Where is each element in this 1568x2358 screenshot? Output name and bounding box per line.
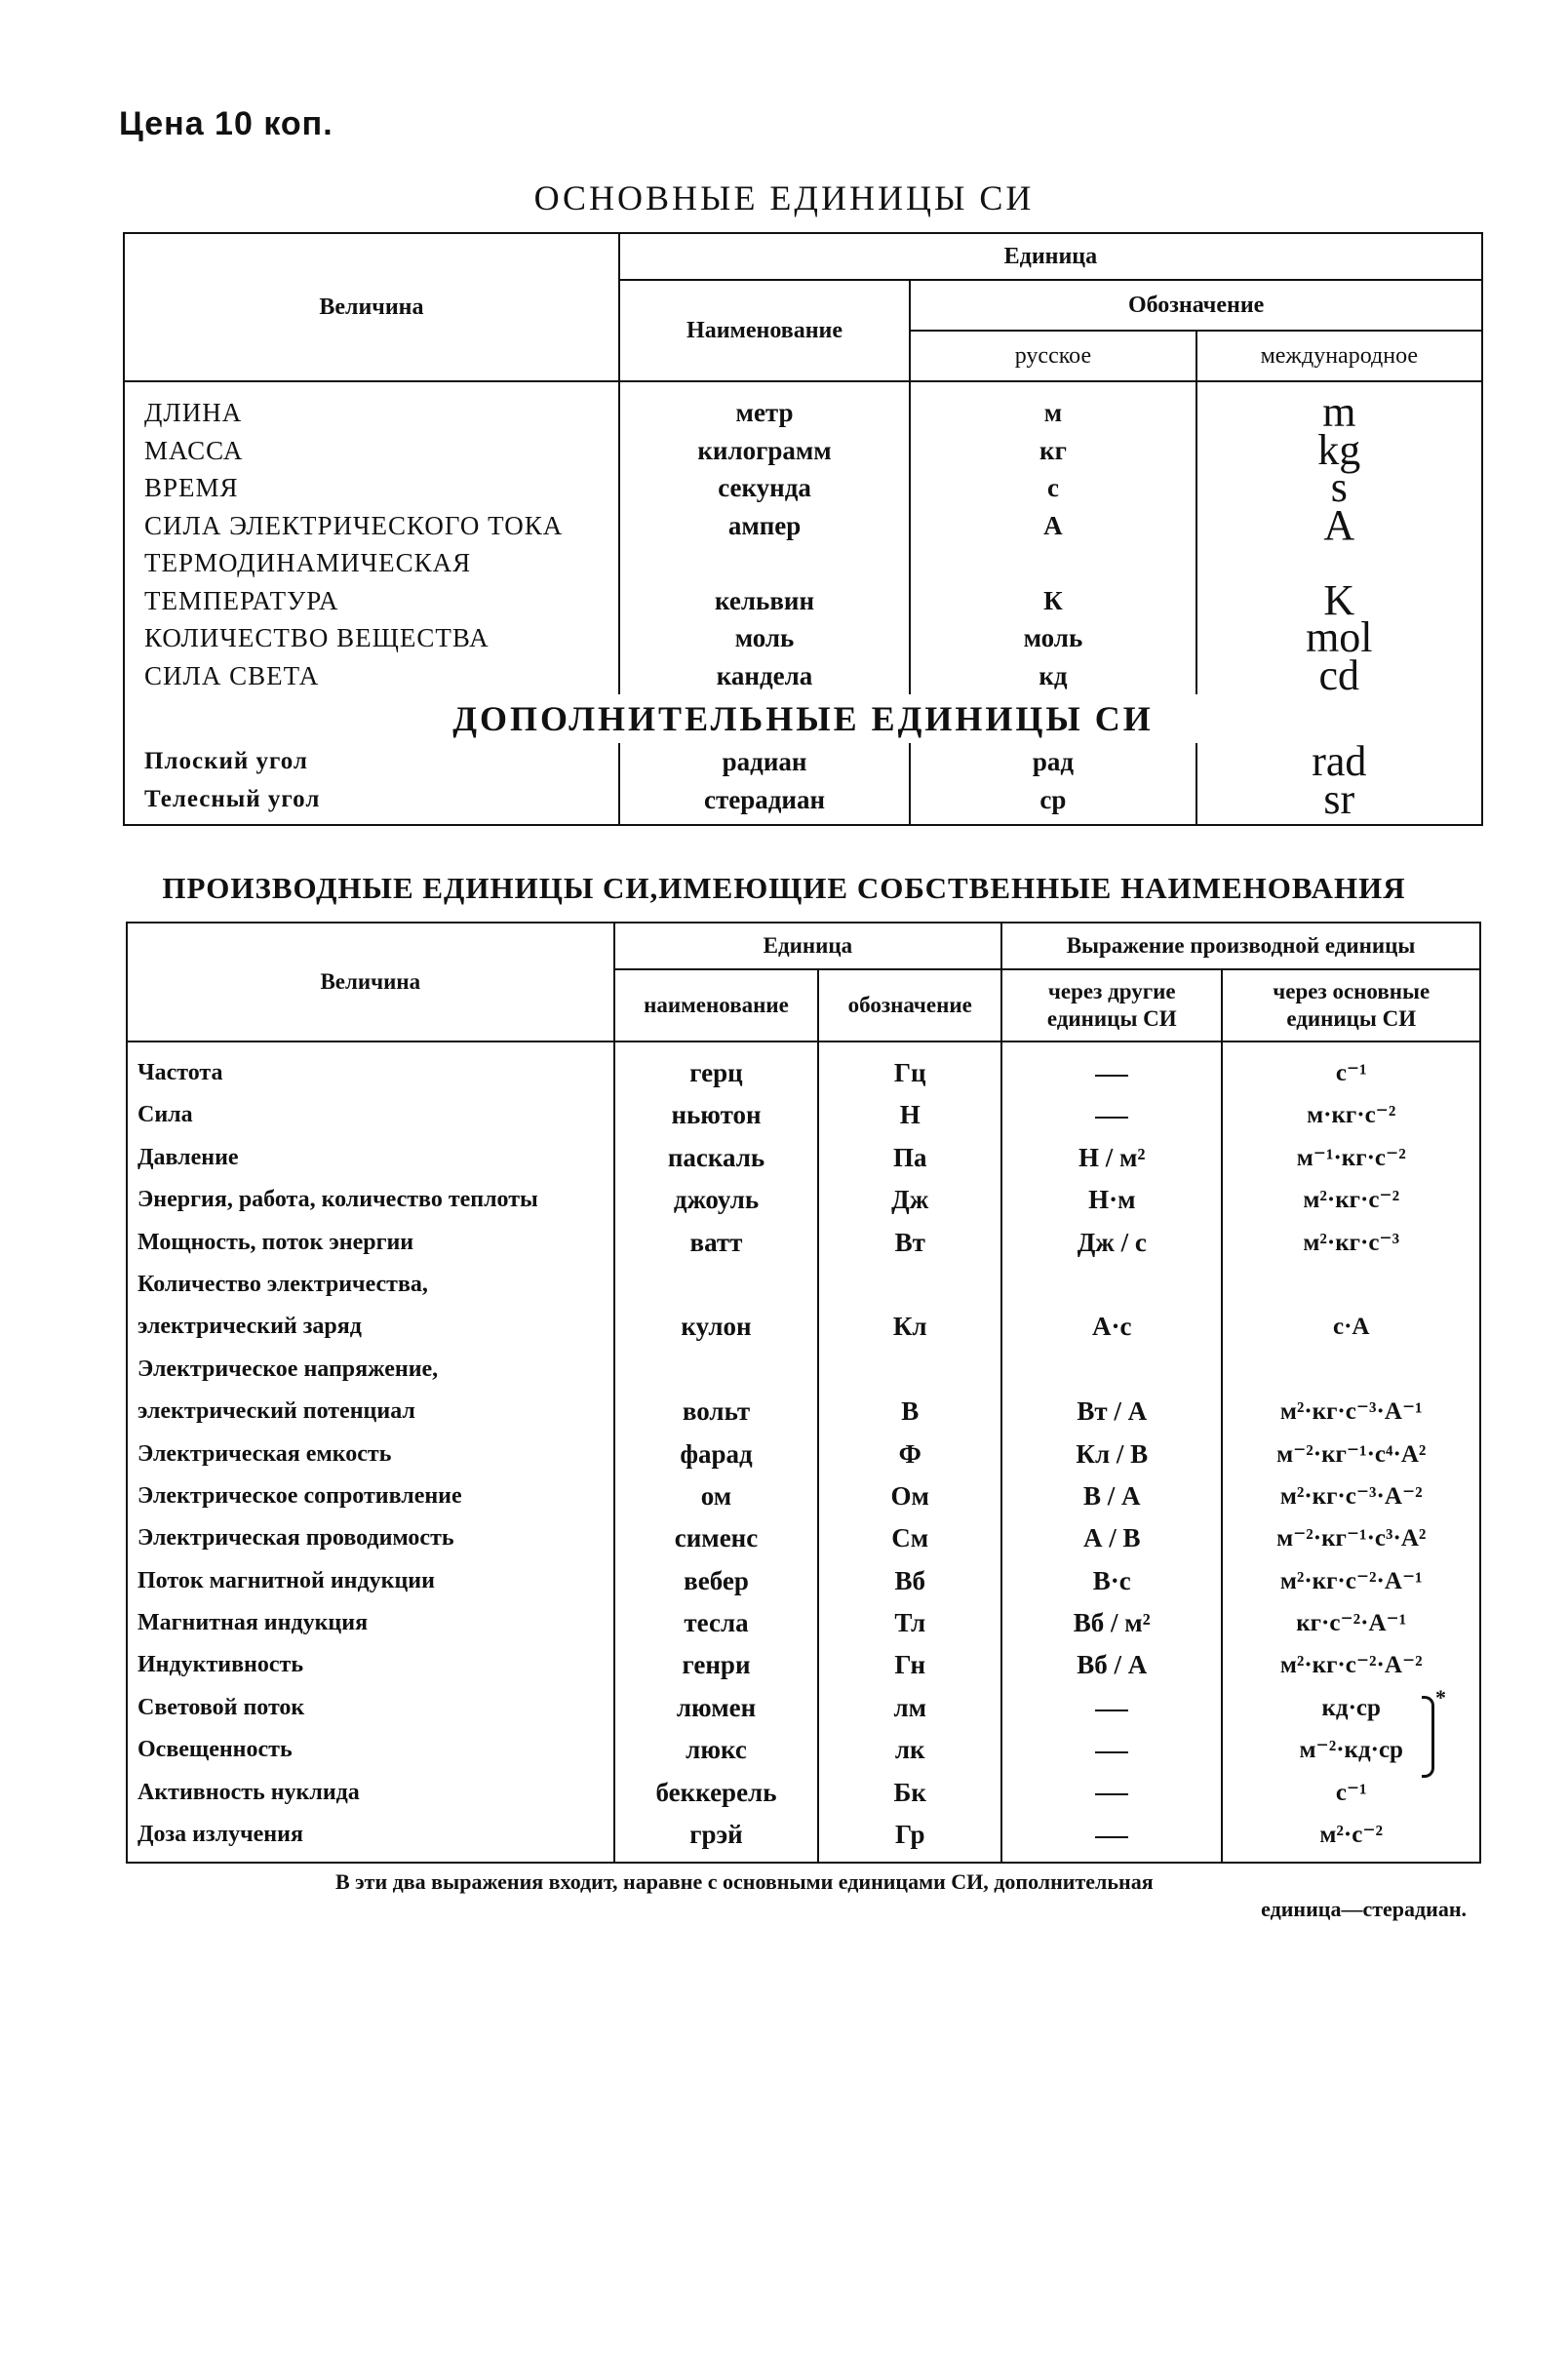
base-international-cell: A [1323,500,1355,549]
derived-basic-cell: м²·кг·с⁻³·А⁻² [1279,1482,1423,1510]
base-quantity-cell: ТЕМПЕРАТУРА [144,585,339,615]
header-quantity: Величина [124,233,619,381]
derived-other-cell: А / В [1083,1523,1141,1553]
derived-quantity-cell: Доза излучения [137,1822,303,1848]
derived-symbol-cell: Кл [892,1312,927,1342]
derived-name-cell: ом [700,1480,732,1511]
base-name-cell: метр [735,398,794,427]
supp-quantity-cell: Плоский угол [144,748,308,774]
derived-other-cell: В·с [1092,1565,1131,1595]
derived-symbol-column [818,1041,1001,1863]
base-quantity-cell: КОЛИЧЕСТВО ВЕЩЕСТВА [144,623,490,652]
derived-basic-cell: м²·кг·с⁻³ [1303,1229,1400,1256]
derived-basic-cell: м⁻¹·кг·с⁻² [1296,1144,1406,1171]
derived-other-cell [1002,1772,1221,1814]
base-russian-cell: К [1043,585,1063,615]
supp-name-cell: радиан [722,747,807,776]
derived-quantity-cell: Энергия, работа, количество теплоты [137,1187,538,1213]
derived-name-cell: беккерель [655,1777,777,1807]
derived-quantity-cell: Электрическое сопротивление [137,1482,462,1509]
supp-russian-cell: ср [1039,784,1067,814]
footnote-line-2: единица—стерадиан. [1261,1897,1467,1921]
derived-basic-cell [1223,1349,1479,1391]
derived-basic-cell: м·кг·с⁻² [1307,1102,1396,1129]
header-designation: Обозначение [910,280,1482,331]
base-international-cell: m [1322,388,1356,436]
base-name-cell: секунда [718,473,811,502]
d-header-quantity: Величина [127,923,614,1041]
derived-units-table [126,922,1481,1864]
derived-quantity-cell: электрический заряд [137,1314,362,1340]
base-name-cell: моль [734,623,795,652]
derived-name-cell: сименс [674,1523,759,1553]
dash-mark [1095,1117,1128,1119]
derived-basic-cell: м²·с⁻² [1319,1822,1384,1849]
footnote-brace [1422,1696,1434,1778]
derived-other-cell: Дж / с [1077,1227,1147,1257]
base-name-cell: кельвин [715,585,815,615]
derived-symbol-cell: Н [899,1100,921,1130]
derived-name-cell: паскаль [667,1142,765,1172]
supplementary-title: ДОПОЛНИТЕЛЬНЫЕ ЕДИНИЦЫ СИ [124,694,1482,743]
derived-basic-cell: м²·кг·с⁻³·А⁻¹ [1279,1398,1423,1426]
base-international-cell: kg [1317,425,1361,474]
d-header-via-base [1222,969,1480,1041]
derived-name-cell: кулон [681,1312,752,1342]
supp-international-column [1196,737,1482,825]
derived-other-cell: А·с [1092,1312,1132,1342]
derived-basic-cell: кг·с⁻²·А⁻¹ [1296,1610,1407,1637]
footnote-text [335,1868,1467,1923]
base-russian-cell: кд [1039,660,1068,690]
supp-international-cell: sr [1323,774,1355,823]
supp-international-cell: rad [1312,737,1367,785]
derived-symbol-cell: Гн [894,1650,926,1680]
derived-other-column [1001,1041,1222,1863]
d-header-designation: обозначение [818,969,1001,1041]
derived-other-cell [1002,1729,1221,1771]
derived-symbol-cell: Ом [890,1480,929,1511]
base-international-column [1196,381,1482,699]
footnote-mark: * [1435,1685,1446,1710]
derived-name-cell: вебер [684,1565,749,1595]
derived-quantity-cell: Мощность, поток энергии [137,1229,414,1255]
derived-basic-cell: м²·кг·с⁻²·А⁻¹ [1279,1567,1423,1594]
derived-quantity-cell: Электрическая проводимость [137,1525,454,1552]
d-header-via-other-1: через другие [1047,979,1176,1003]
derived-quantity-cell: Электрическая емкость [137,1440,392,1467]
base-russian-cell: А [1043,510,1063,540]
derived-symbol-cell: Ф [898,1438,921,1469]
derived-other-cell: Н·м [1088,1185,1136,1215]
dash-mark [1095,1751,1128,1753]
supp-quantity-cell: Телесный угол [144,785,321,812]
derived-quantity-cell: Количество электричества, [137,1271,428,1297]
derived-name-cell: тесла [684,1608,749,1638]
derived-name-cell: джоуль [673,1185,760,1215]
header-russian: русское [910,331,1196,381]
base-quantity-cell: ВРЕМЯ [144,473,239,502]
base-name-cell: кандела [716,660,813,690]
dash-mark [1095,1075,1128,1077]
derived-basic-cell: м⁻²·кд·ср [1299,1737,1403,1764]
d-header-via-base-2: единицы СИ [1286,1006,1417,1031]
derived-basic-cell: м²·кг·с⁻²·А⁻² [1279,1652,1423,1679]
derived-other-cell [1002,1349,1221,1391]
derived-symbol-cell [819,1349,1000,1391]
derived-symbol-cell: Вб [894,1565,925,1595]
derived-quantity-cell: Освещенность [137,1737,293,1763]
base-quantity-cell: ДЛИНА [144,398,243,427]
price-label: Цена 10 коп. [119,105,333,142]
base-name-column [619,381,910,694]
derived-name-cell: люмен [676,1692,757,1722]
derived-other-cell [1002,1687,1221,1729]
derived-other-cell: Вб / м² [1073,1608,1151,1638]
derived-other-cell [1002,1264,1221,1306]
base-russian-cell [911,544,1195,582]
d-header-expression: Выражение производной единицы [1001,923,1480,969]
base-international-cell: s [1330,463,1348,511]
derived-name-cell: фарад [680,1438,753,1469]
base-russian-cell: м [1043,398,1063,427]
derived-symbol-cell: В [901,1396,920,1427]
supp-name-column [619,743,910,825]
derived-symbol-cell: См [891,1523,929,1553]
supp-quantity-column [124,743,619,825]
base-units-table [123,232,1483,826]
derived-symbol-cell: лк [894,1735,925,1765]
base-quantity-column [124,381,619,694]
supp-russian-column [910,743,1196,825]
derived-quantity-cell: электрический потенциал [137,1398,415,1425]
derived-basic-cell: с⁻¹ [1335,1779,1367,1806]
derived-symbol-cell: лм [893,1692,926,1722]
derived-basic-column [1222,1041,1480,1863]
derived-quantity-cell: Световой поток [137,1694,305,1720]
base-quantity-cell: СИЛА ЭЛЕКТРИЧЕСКОГО ТОКА [144,510,564,540]
derived-quantity-cell: Давление [137,1144,239,1170]
base-international-cell: mol [1306,613,1373,661]
base-russian-cell: с [1046,473,1059,502]
d-header-unit: Единица [614,923,1001,969]
derived-other-cell [1002,1814,1221,1856]
derived-symbol-cell [819,1264,1000,1306]
derived-name-cell: ньютон [671,1100,762,1130]
derived-name-cell: генри [682,1650,751,1680]
derived-quantity-cell: Частота [137,1060,223,1085]
base-quantity-cell: СИЛА СВЕТА [144,660,320,690]
derived-other-cell: Вт / А [1077,1396,1148,1427]
derived-symbol-cell: Гц [893,1058,926,1087]
base-russian-column [910,381,1196,694]
header-international: международное [1196,331,1482,381]
derived-other-cell: Кл / В [1076,1438,1149,1469]
base-russian-cell: кг [1039,435,1067,465]
d-header-via-other [1001,969,1222,1041]
derived-basic-cell: кд·ср [1321,1694,1381,1721]
supp-russian-cell: рад [1032,747,1075,776]
derived-basic-cell: м⁻²·кг⁻¹·с⁴·А² [1276,1440,1427,1468]
derived-basic-cell: м²·кг·с⁻² [1303,1187,1400,1214]
derived-other-cell: В / А [1083,1480,1141,1511]
derived-quantity-column [127,1041,614,1863]
derived-name-column [614,1041,819,1863]
dash-mark [1095,1793,1128,1795]
derived-symbol-cell: Гр [894,1820,925,1850]
derived-name-cell [615,1349,818,1391]
base-international-cell: K [1323,575,1355,624]
d-header-via-other-2: единицы СИ [1046,1006,1177,1031]
d-header-via-base-1: через основные [1273,979,1431,1003]
derived-name-cell: герц [689,1058,743,1087]
derived-name-cell: ватт [689,1227,743,1257]
derived-symbol-cell: Тл [894,1608,926,1638]
base-russian-cell: моль [1023,623,1083,652]
derived-basic-cell: с·А [1332,1314,1370,1341]
base-name-cell: ампер [727,510,802,540]
derived-quantity-cell: Сила [137,1102,193,1128]
derived-symbol-cell: Па [892,1142,927,1172]
d-header-name: наименование [614,969,819,1041]
derived-quantity-cell: Магнитная индукция [137,1610,369,1636]
derived-symbol-cell: Вт [894,1227,925,1257]
header-name: Наименование [619,280,910,381]
derived-basic-cell: с⁻¹ [1335,1060,1367,1086]
footnote-line-1: В эти два выражения входит, наравне с основными единицами СИ, дополнительная [335,1869,1154,1894]
base-name-cell: килограмм [697,435,832,465]
derived-name-cell: люкс [686,1735,747,1765]
derived-name-cell: вольт [682,1396,751,1427]
base-quantity-cell: ТЕРМОДИНАМИЧЕСКАЯ [144,548,472,577]
derived-quantity-cell: Поток магнитной индукции [137,1567,435,1593]
derived-units-title: ПРОИЗВОДНЫЕ ЕДИНИЦЫ СИ,ИМЕЮЩИЕ СОБСТВЕННЫЕ НАИМЕНОВАНИЯ [162,871,1406,905]
supp-name-cell: стерадиан [704,784,826,814]
derived-quantity-cell: Электрическое напряжение, [137,1356,439,1382]
derived-basic-cell [1223,1264,1479,1306]
base-name-cell [620,544,909,582]
header-unit: Единица [619,233,1482,280]
dash-mark [1095,1836,1128,1838]
base-quantity-cell: МАССА [144,435,244,465]
base-units-title: ОСНОВНЫЕ ЕДИНИЦЫ СИ [533,178,1035,217]
derived-other-cell [1002,1052,1221,1094]
derived-quantity-cell: Индуктивность [137,1652,304,1678]
derived-name-cell: грэй [689,1820,743,1850]
derived-other-cell [1002,1094,1221,1136]
derived-name-cell [615,1264,818,1306]
base-international-cell: cd [1318,650,1360,699]
derived-other-cell: Н / м² [1078,1142,1146,1172]
derived-other-cell: Вб / А [1077,1650,1148,1680]
derived-symbol-cell: Бк [893,1777,926,1807]
dash-mark [1095,1710,1128,1711]
derived-basic-cell: м⁻²·кг⁻¹·с³·А² [1276,1525,1427,1552]
derived-symbol-cell: Дж [891,1185,929,1215]
derived-quantity-cell: Активность нуклида [137,1779,360,1805]
